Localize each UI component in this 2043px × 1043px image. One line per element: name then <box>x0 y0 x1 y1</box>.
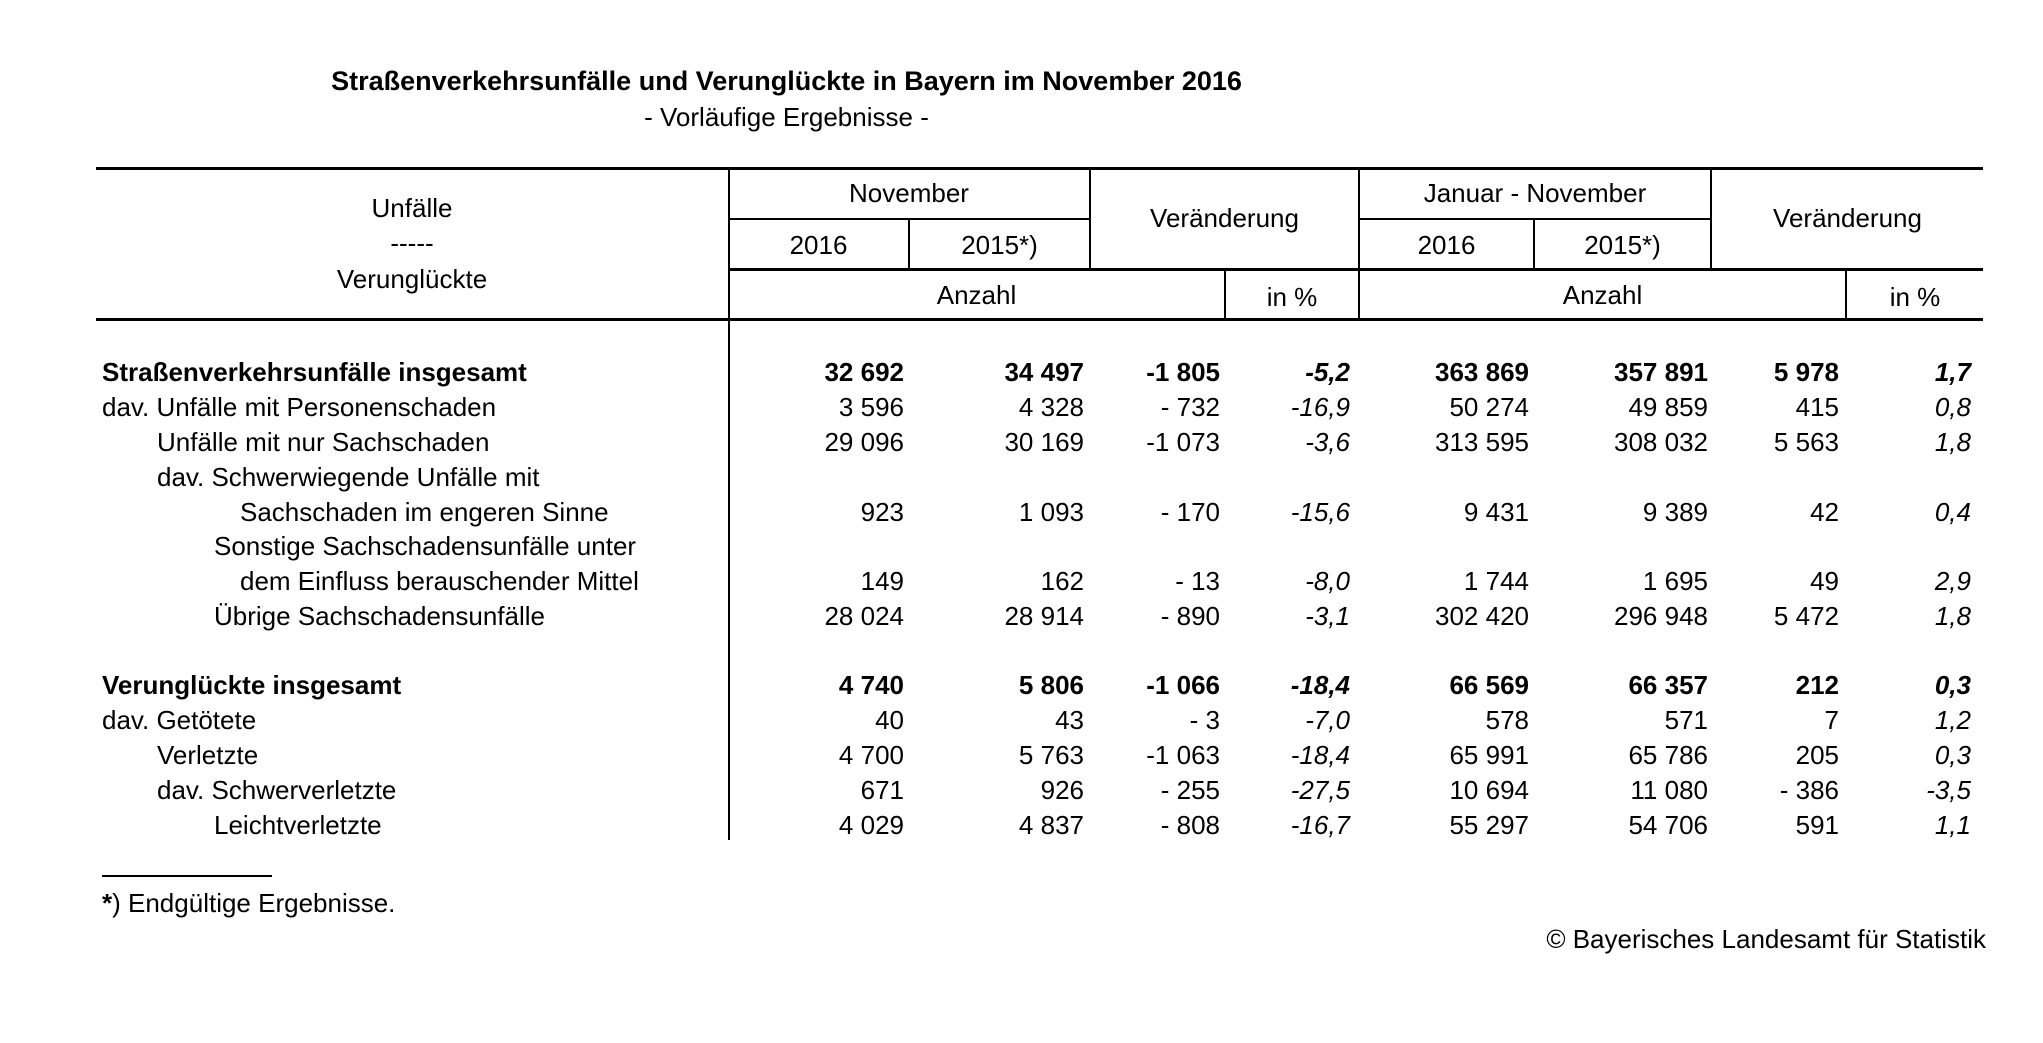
value-nov-2016: 28 024 <box>824 601 904 631</box>
change-nov-abs: -1 066 <box>1146 670 1220 700</box>
change-nov-pct: -3,6 <box>1305 427 1350 457</box>
change-nov-abs: - 808 <box>1160 810 1220 840</box>
value-jan-nov-2015: 9 389 <box>1642 497 1708 527</box>
change-jan-nov-abs: 7 <box>1824 705 1839 735</box>
change-nov-abs: - 890 <box>1160 601 1220 631</box>
change-jan-nov-abs: 415 <box>1795 392 1839 422</box>
value-jan-nov-2015: 65 786 <box>1628 740 1708 770</box>
footnote <box>102 888 395 919</box>
row-label: Straßenverkehrsunfälle insgesamt <box>102 357 527 387</box>
value-nov-2016: 29 096 <box>824 427 904 457</box>
table-subtitle: - Vorläufige Ergebnisse - <box>644 102 929 132</box>
change-jan-nov-pct: 0,3 <box>1934 670 1971 700</box>
unit-count-header-1: Anzahl <box>936 280 1017 310</box>
value-nov-2016: 671 <box>860 775 904 805</box>
change-nov-abs: - 255 <box>1160 775 1220 805</box>
change-jan-nov-pct: -3,5 <box>1926 775 1971 805</box>
change-nov-pct: -15,6 <box>1290 497 1350 527</box>
value-jan-nov-2015: 308 032 <box>1614 427 1708 457</box>
unit-count-header-2: Anzahl <box>1562 280 1643 310</box>
value-nov-2015: 4 328 <box>1018 392 1084 422</box>
footnote-rule <box>102 875 272 877</box>
value-nov-2015: 28 914 <box>1004 601 1084 631</box>
value-nov-2015: 5 806 <box>1018 670 1084 700</box>
value-jan-nov-2016: 66 569 <box>1449 670 1529 700</box>
row-label: Verunglückte insgesamt <box>102 670 402 700</box>
value-nov-2016: 149 <box>860 566 904 596</box>
change-jan-nov-abs: 205 <box>1795 740 1839 770</box>
change-jan-nov-pct: 0,3 <box>1934 740 1971 770</box>
copyright-notice: © Bayerisches Landesamt für Statistik <box>1546 924 1986 954</box>
change-nov-abs: - 3 <box>1189 705 1220 735</box>
unit-pct-header-2: in % <box>1889 282 1941 312</box>
value-jan-nov-2016: 578 <box>1485 705 1529 735</box>
change-jan-nov-abs: 5 563 <box>1773 427 1839 457</box>
value-jan-nov-2015: 11 080 <box>1630 775 1708 805</box>
value-jan-nov-2015: 296 948 <box>1614 601 1708 631</box>
change-jan-nov-abs: - 386 <box>1779 775 1839 805</box>
value-nov-2015: 5 763 <box>1018 740 1084 770</box>
change-nov-pct: -8,0 <box>1305 566 1350 596</box>
change-nov-pct: -5,2 <box>1305 357 1350 387</box>
value-jan-nov-2016: 50 274 <box>1449 392 1529 422</box>
rule-group2-under <box>1359 218 1711 220</box>
value-jan-nov-2015: 66 357 <box>1628 670 1708 700</box>
value-nov-2016: 4 740 <box>838 670 904 700</box>
row-label: Leichtverletzte <box>214 810 382 840</box>
change-jan-nov-pct: 1,8 <box>1934 427 1971 457</box>
change-nov-pct: -3,1 <box>1305 601 1350 631</box>
value-jan-nov-2016: 65 991 <box>1449 740 1529 770</box>
value-nov-2016: 4 029 <box>838 810 904 840</box>
change-nov-pct: -16,7 <box>1290 810 1350 840</box>
table-row <box>0 601 2043 635</box>
change-jan-nov-abs: 5 472 <box>1773 601 1839 631</box>
group-november-header: November <box>849 178 969 208</box>
value-jan-nov-2016: 363 869 <box>1435 357 1529 387</box>
value-jan-nov-2016: 55 297 <box>1449 810 1529 840</box>
change-nov-abs: - 170 <box>1160 497 1220 527</box>
value-jan-nov-2016: 1 744 <box>1463 566 1529 596</box>
group-jan-nov-header: Januar - November <box>1423 178 1647 208</box>
change-nov-pct: -7,0 <box>1305 705 1350 735</box>
year-2016-header-1: 2016 <box>789 230 848 260</box>
change-nov-pct: -27,5 <box>1290 775 1350 805</box>
value-nov-2016: 32 692 <box>824 357 904 387</box>
value-jan-nov-2016: 10 694 <box>1449 775 1529 805</box>
change-jan-nov-pct: 1,7 <box>1934 357 1971 387</box>
value-nov-2015: 162 <box>1040 566 1084 596</box>
row-label: dav. Schwerwiegende Unfälle mit <box>157 462 540 492</box>
value-nov-2016: 40 <box>875 705 904 735</box>
value-nov-2015: 30 169 <box>1004 427 1084 457</box>
year-2015-header-1: 2015*) <box>961 230 1038 260</box>
table-row <box>0 357 2043 391</box>
table-row <box>0 497 2043 531</box>
row-label: dav. Getötete <box>102 705 257 735</box>
stub-header-bottom: Verunglückte <box>336 264 488 294</box>
table-row <box>0 740 2043 774</box>
change-jan-nov-abs: 42 <box>1810 497 1839 527</box>
change-jan-nov-pct: 0,8 <box>1934 392 1971 422</box>
value-nov-2016: 4 700 <box>838 740 904 770</box>
change-header-2: Veränderung <box>1773 203 1922 233</box>
change-jan-nov-abs: 591 <box>1795 810 1839 840</box>
unit-pct-header-1: in % <box>1266 282 1318 312</box>
table-row <box>0 705 2043 739</box>
change-jan-nov-abs: 5 978 <box>1773 357 1839 387</box>
value-jan-nov-2015: 357 891 <box>1614 357 1708 387</box>
value-jan-nov-2015: 54 706 <box>1628 810 1708 840</box>
row-label: Sachschaden im engeren Sinne <box>240 497 609 527</box>
value-jan-nov-2016: 302 420 <box>1435 601 1529 631</box>
change-jan-nov-pct: 2,9 <box>1934 566 1971 596</box>
value-nov-2015: 1 093 <box>1018 497 1084 527</box>
value-nov-2015: 43 <box>1055 705 1084 735</box>
row-label: dav. Unfälle mit Personenschaden <box>102 392 497 422</box>
change-jan-nov-pct: 0,4 <box>1934 497 1971 527</box>
stub-header-separator: ----- <box>390 228 434 258</box>
change-jan-nov-abs: 212 <box>1795 670 1839 700</box>
change-jan-nov-pct: 1,1 <box>1934 810 1971 840</box>
stub-header-top: Unfälle <box>371 193 453 223</box>
table-row <box>0 670 2043 704</box>
table-title: Straßenverkehrsunfälle und Verunglückte in Bayern im November 2016 <box>331 66 1242 96</box>
value-jan-nov-2015: 1 695 <box>1642 566 1708 596</box>
table-row <box>0 810 2043 844</box>
value-jan-nov-2016: 313 595 <box>1435 427 1529 457</box>
row-label: dem Einfluss berauschender Mittel <box>240 566 639 596</box>
footnote-text: ) Endgültige Ergebnisse. <box>112 888 396 918</box>
change-jan-nov-pct: 1,8 <box>1934 601 1971 631</box>
change-jan-nov-pct: 1,2 <box>1934 705 1971 735</box>
change-nov-abs: - 732 <box>1160 392 1220 422</box>
table-row <box>0 566 2043 600</box>
year-2016-header-2: 2016 <box>1417 230 1476 260</box>
year-2015-header-2: 2015*) <box>1584 230 1661 260</box>
change-nov-abs: - 13 <box>1175 566 1220 596</box>
change-nov-pct: -18,4 <box>1290 740 1350 770</box>
header-bottom-rule <box>96 318 1983 321</box>
change-nov-abs: -1 063 <box>1146 740 1220 770</box>
value-jan-nov-2015: 571 <box>1664 705 1708 735</box>
footnote-marker: * <box>102 888 113 918</box>
change-nov-pct: -16,9 <box>1290 392 1350 422</box>
row-label: Sonstige Sachschadensunfälle unter <box>214 531 637 561</box>
value-nov-2015: 926 <box>1040 775 1084 805</box>
value-nov-2015: 4 837 <box>1018 810 1084 840</box>
value-jan-nov-2016: 9 431 <box>1463 497 1529 527</box>
rule-years-under <box>729 268 1983 271</box>
change-nov-abs: -1 805 <box>1146 357 1220 387</box>
table-row <box>0 392 2043 426</box>
table-row <box>0 775 2043 809</box>
value-nov-2015: 34 497 <box>1004 357 1084 387</box>
row-label: dav. Schwerverletzte <box>157 775 397 805</box>
table-row <box>0 427 2043 461</box>
change-jan-nov-abs: 49 <box>1810 566 1839 596</box>
top-rule <box>96 167 1983 170</box>
change-nov-pct: -18,4 <box>1290 670 1350 700</box>
value-nov-2016: 923 <box>860 497 904 527</box>
row-label: Übrige Sachschadensunfälle <box>214 601 545 631</box>
change-header-1: Veränderung <box>1150 203 1299 233</box>
table-row <box>0 462 2043 496</box>
row-label: Verletzte <box>157 740 259 770</box>
row-label: Unfälle mit nur Sachschaden <box>157 427 490 457</box>
table-row <box>0 531 2043 565</box>
value-nov-2016: 3 596 <box>838 392 904 422</box>
value-jan-nov-2015: 49 859 <box>1628 392 1708 422</box>
change-nov-abs: -1 073 <box>1146 427 1220 457</box>
